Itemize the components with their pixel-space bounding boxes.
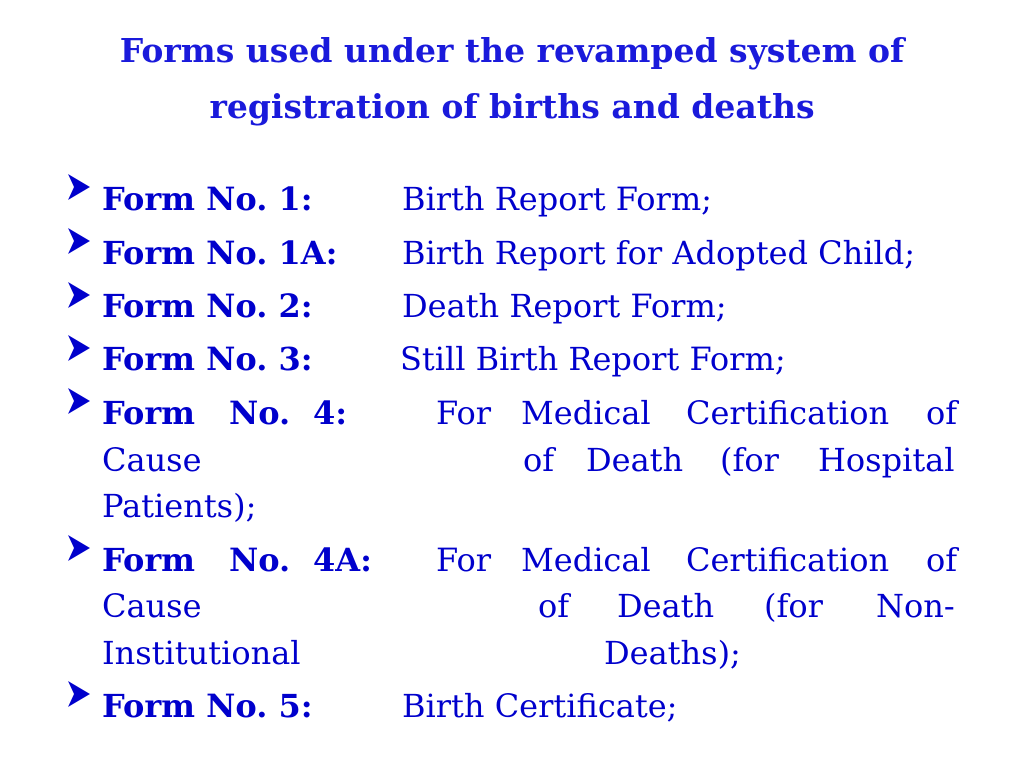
description-word: Hospital: [818, 441, 955, 479]
form-label-word: Form: [102, 541, 196, 579]
form-label-word: 4A:: [313, 541, 372, 579]
arrow-bullet-icon: [66, 679, 92, 709]
arrow-bullet-icon: [66, 533, 92, 563]
description-word: of: [926, 394, 958, 432]
description-word: of: [523, 441, 555, 479]
form-description: Death Report Form;: [402, 287, 727, 325]
form-label: Form No. 3:: [102, 340, 313, 378]
arrow-bullet-icon: [66, 226, 92, 256]
description-word: For: [436, 541, 492, 579]
description-word: Cause: [102, 587, 202, 625]
description-word: Patients);: [102, 487, 257, 525]
form-label: Form No. 1:: [102, 180, 313, 218]
slide-title-line-1: Forms used under the revamped system of: [119, 31, 905, 70]
form-label-word: 4:: [313, 394, 348, 432]
arrow-bullet-icon: [66, 386, 92, 416]
slide-title-line-2: registration of births and deaths: [209, 87, 815, 126]
description-word: Institutional: [102, 634, 301, 672]
arrow-bullet-icon: [66, 172, 92, 202]
description-word: Death: [586, 441, 684, 479]
description-word: Death: [617, 587, 715, 625]
description-word: of: [538, 587, 570, 625]
form-description: Still Birth Report Form;: [400, 340, 786, 378]
form-label: Form No. 5:: [102, 687, 313, 725]
description-word: (for: [720, 441, 779, 479]
form-description: Birth Report for Adopted Child;: [402, 234, 915, 272]
description-word: Medical: [521, 394, 651, 432]
description-word: Deaths);: [604, 634, 741, 672]
description-word: Certification: [686, 394, 890, 432]
description-word: Certification: [686, 541, 890, 579]
form-label: Form No. 2:: [102, 287, 313, 325]
form-label-word: No.: [229, 394, 291, 432]
form-label: Form No. 1A:: [102, 234, 338, 272]
form-description: Birth Certificate;: [402, 687, 678, 725]
description-word: (for: [764, 587, 823, 625]
arrow-bullet-icon: [66, 333, 92, 363]
form-description: Birth Report Form;: [402, 180, 712, 218]
description-word: Cause: [102, 441, 202, 479]
form-label-word: Form: [102, 394, 196, 432]
description-word: Non-: [876, 587, 955, 625]
description-word: For: [436, 394, 492, 432]
description-word: Medical: [521, 541, 651, 579]
arrow-bullet-icon: [66, 280, 92, 310]
form-label-word: No.: [229, 541, 291, 579]
description-word: of: [926, 541, 958, 579]
